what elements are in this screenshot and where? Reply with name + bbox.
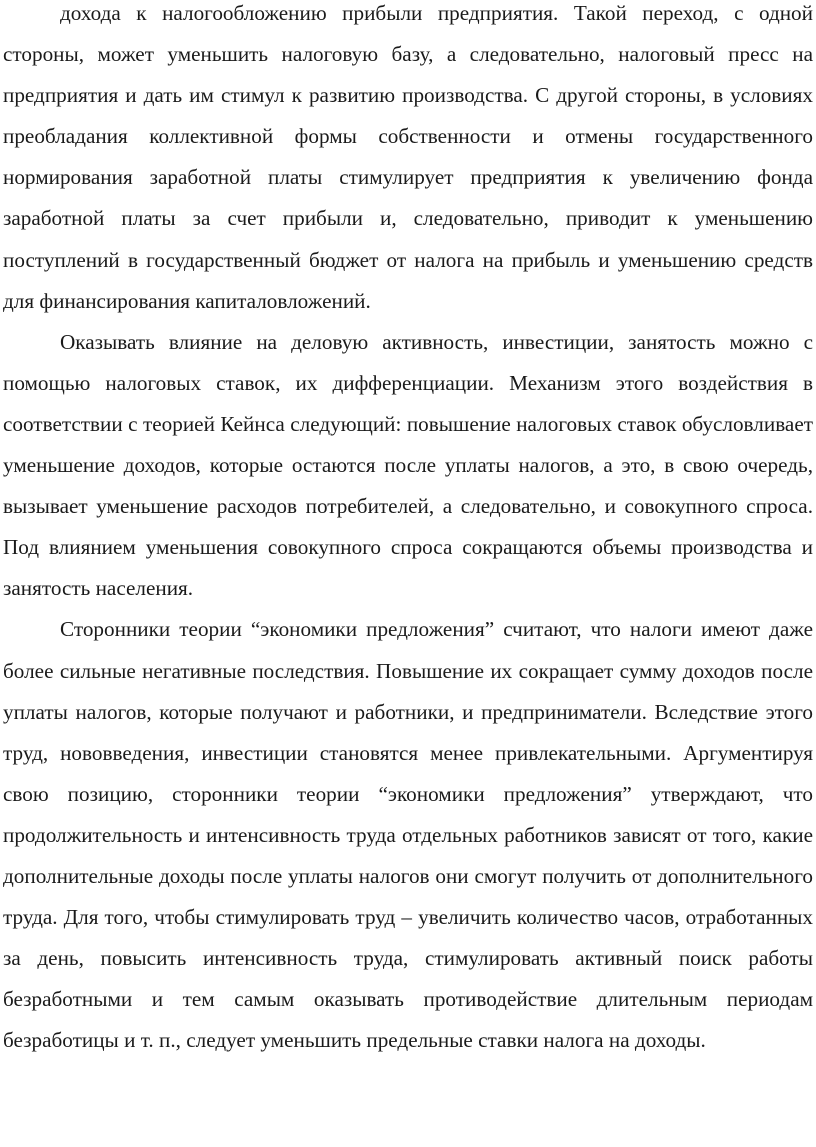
paragraph-3: Сторонники теории “экономики предложения” считают, что налоги имеют даже более сильные негативные последствия. Повышение их сокращает сумму доходов после уплаты налогов, которые получают и работники, и предприниматели. Вследствие этого труд, нововведения, инвестиции становятся менее привлекательными. Аргументируя свою позицию, сторонники теории “экономики предложения” утверждают, что продолжительность и интенсивность труда отдельных работников зависят от того, какие дополнительные доходы после уплаты налогов они смогут получить от дополнительного труда. Для того, чтобы стимулировать труд – увеличить количество часов, отработанных за день, повысить интенсивность труда, стимулировать активный поиск работы безработными и тем самым оказывать противодействие длительным периодам безработицы и т. п., следует уменьшить предельные ставки налога на доходы. (3, 617, 813, 1053)
document-page (3, 0, 813, 1061)
paragraph-1: дохода к налогообложению прибыли предприятия. Такой переход, с одной стороны, может уменьшить налоговую базу, а следовательно, налоговый пресс на предприятия и дать им стимул к развитию производства. С другой стороны, в условиях преобладания коллективной формы собственности и отмены государственного нормирования заработной платы стимулирует предприятия к увеличению фонда заработной платы за счет прибыли и, следовательно, приводит к уменьшению поступлений в государственный бюджет от налога на прибыль и уменьшению средств для финансирования капиталовложений. (3, 1, 813, 313)
paragraph-2: Оказывать влияние на деловую активность, инвестиции, занятость можно с помощью налоговых ставок, их дифференциации. Механизм этого воздействия в соответствии с теорией Кейнса следующий: повышение налоговых ставок обусловливает уменьшение доходов, которые остаются после уплаты налогов, а это, в свою очередь, вызывает уменьшение расходов потребителей, а следовательно, и совокупного спроса. Под влиянием уменьшения совокупного спроса сокращаются объемы производства и занятость населения. (3, 329, 813, 601)
